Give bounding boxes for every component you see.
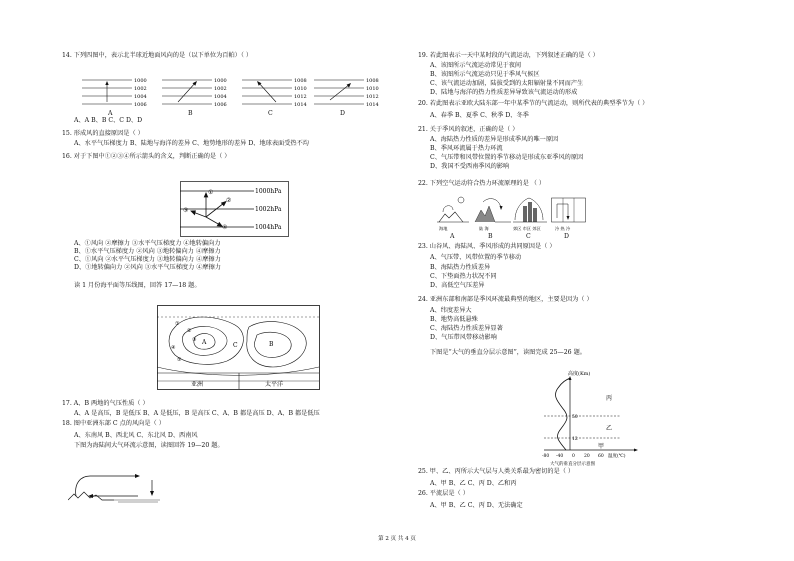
- q14-d-iso-3: 1012: [366, 94, 379, 100]
- q17-options: A、A 是高压，B 是低压 B、A 是低压，B 是高压 C、A、B 都是高压 D、A、B 都是低压: [74, 410, 320, 417]
- q22-panel-a: [437, 197, 469, 231]
- layers-layer-yi: 乙: [606, 425, 613, 432]
- q22-panel-d: [552, 198, 586, 232]
- q14-panel-c: [242, 78, 307, 108]
- q14-panel-a-label: A: [108, 110, 113, 117]
- q16-marker-2: ②: [226, 197, 232, 204]
- q21-option-c: C、气压带和风带位置的季节移动是形成东亚季风的原因: [430, 154, 584, 161]
- q16-option-c: C、①风向 ②水平气压梯度力 ③地转偏向力 ④摩擦力: [74, 256, 221, 263]
- layers-xlabel: 温度(℃): [608, 454, 626, 459]
- q14-b-iso-4: 1006: [214, 102, 227, 108]
- q16-option-d: D、①地转偏向力 ②风向 ③水平气压梯度力 ④摩擦力: [74, 264, 221, 271]
- q24-stem: 24. 亚洲东部和南部是季风环流最典型的地区，主要是因为（ ）: [418, 296, 593, 303]
- q14-a-iso-4: 1006: [134, 102, 147, 108]
- map-intro: 读 1 月份海平面等压线图，回答 17—18 题。: [74, 282, 201, 289]
- layers-intro: 下图是“大气的垂直分层示意图”，读图完成 25—26 题。: [430, 349, 586, 356]
- q14-isobar-figure: [82, 76, 382, 110]
- q14-stem: 14. 下列四图中，表示北半球近地面风向的是（以下单位为百帕）（ ）: [62, 52, 253, 59]
- layers-xtick-4: 20: [584, 454, 590, 459]
- q16-option-b: B、①水平气压梯度力 ②风向 ③地转偏向力 ④摩擦力: [74, 248, 221, 255]
- q16-marker-4: ④: [222, 224, 228, 231]
- q14-panel-d-label: D: [340, 110, 345, 117]
- q14-b-iso-3: 1004: [214, 94, 227, 100]
- q16-wind-force-figure: [180, 181, 292, 237]
- q24-option-d: D、气压带风带移动影响: [430, 334, 497, 341]
- map-label-asia: 亚洲: [191, 381, 204, 388]
- layers-xtick-2: -40: [556, 454, 564, 459]
- land-sea-circulation-figure: [68, 470, 160, 504]
- q20-options: A、春季 B、夏季 C、秋季 D、冬季: [430, 112, 529, 119]
- q20-stem: 20. 若此图表示亚欧大陆东部一年中某季节的气流运动，则所代表的典型季节为（ ）: [418, 100, 649, 107]
- q22-label-c: C: [526, 233, 531, 240]
- q14-c-iso-1: 1008: [294, 78, 307, 84]
- layers-xtick-1: -80: [542, 454, 550, 459]
- layers-layer-jia: 甲: [598, 443, 605, 450]
- q14-a-iso-1: 1000: [134, 78, 147, 84]
- layers-xtick-3: 0: [572, 454, 575, 459]
- map-marker-4: ④: [171, 345, 176, 351]
- map-marker-3: ③: [192, 337, 197, 343]
- q17-stem: 17. A、B 两地的气压性质（ ）: [62, 400, 149, 407]
- q24-option-b: B、地势高低悬殊: [430, 316, 478, 323]
- map-label-c: C: [233, 342, 238, 349]
- layers-layer-bing: 丙: [606, 395, 613, 402]
- q19-option-c: C、该气流运动加剧，陆拔受到的太阳辐射量不同而产生: [430, 80, 584, 87]
- q26-options: A、甲 B、乙 C、丙 D、无法确定: [430, 502, 523, 509]
- map-label-b: B: [269, 341, 274, 348]
- q18-options: A、东南风 B、西北风 C、东北风 D、西南风: [74, 432, 198, 439]
- q14-c-iso-3: 1012: [294, 94, 307, 100]
- q16-marker-3: ③: [183, 207, 189, 214]
- q23-option-b: B、海陆热力性质差异: [430, 264, 491, 271]
- q19-option-a: A、该图所示气流运动常见于夜间: [430, 62, 522, 69]
- q16-isobar-1004: 1004hPa: [255, 224, 282, 231]
- q23-option-d: D、高低空气压差异: [430, 282, 485, 289]
- q22-label-a: A: [450, 233, 455, 240]
- layers-mark-12: 12: [572, 437, 578, 442]
- q21-option-b: B、季风环流属于热力环流: [430, 145, 503, 152]
- q21-option-a: A、海陆热力性质的差异是形成季风的唯一原因: [430, 136, 559, 143]
- q25-options: A、甲 B、乙 C、丙 D、乙和丙: [430, 480, 517, 487]
- q22-label-b: B: [488, 233, 493, 240]
- q24-option-c: C、海陆热力性质差异显著: [430, 325, 503, 332]
- q14-options: A、A B、B C、C D、D: [74, 117, 143, 124]
- map-label-a: A: [202, 339, 207, 346]
- map-label-pacific: 太平洋: [265, 381, 284, 388]
- q24-option-a: A、纬度差异大: [430, 307, 472, 314]
- q23-option-a: A、气压带、风带位置的季节移动: [430, 254, 522, 261]
- q14-d-iso-1: 1008: [366, 78, 379, 84]
- map-marker-1: ①: [175, 321, 180, 327]
- q22-c-caption: 郊区 市区 郊区: [513, 226, 541, 231]
- page-footer: 第 2 页 共 4 页: [378, 536, 416, 542]
- q14-panel-a: [82, 78, 147, 108]
- q19-option-d: D、陆地与海洋的热力性质差异导致该气流运动的形成: [430, 89, 578, 96]
- q19-stem: 19. 若此图表示一天中某时段的气流运动，下列叙述正确的是（ ）: [418, 52, 599, 59]
- q22-b-caption: 陆 海: [479, 226, 489, 231]
- layers-xtick-5: 60: [598, 454, 604, 459]
- map-marker-2: ②: [187, 328, 192, 334]
- q14-panel-d: [314, 78, 379, 108]
- q14-panel-b: [162, 78, 227, 108]
- q14-panel-c-label: C: [268, 110, 273, 117]
- q14-c-iso-2: 1010: [294, 86, 307, 92]
- sea-level-pressure-map: [157, 305, 321, 391]
- q22-panels-figure: [437, 192, 587, 238]
- q14-a-iso-3: 1004: [134, 94, 147, 100]
- q14-b-iso-2: 1002: [214, 86, 227, 92]
- map-marker-5: ⑤: [177, 357, 182, 363]
- q14-c-iso-4: 1014: [294, 102, 307, 108]
- q16-isobar-1002: 1002hPa: [255, 206, 282, 213]
- q22-d-caption: 冷 热 冷: [555, 226, 571, 231]
- q14-panel-b-label: B: [188, 110, 193, 117]
- layers-ylabel: 高度(Km): [568, 371, 591, 377]
- q22-stem: 22. 下列空气运动符合热力环流原理的是 （ ）: [418, 180, 546, 187]
- q16-option-a: A、①风向 ②摩擦力 ③水平气压梯度力 ④地转偏向力: [74, 240, 221, 247]
- q14-d-iso-4: 1014: [366, 102, 379, 108]
- circulation-intro: 下图为海陆间大气环流示意图，读图回答 19—20 题。: [74, 442, 224, 449]
- layers-mark-50: 50: [572, 415, 578, 420]
- q16-isobar-1000: 1000hPa: [255, 188, 282, 195]
- q14-b-iso-1: 1000: [214, 78, 227, 84]
- q22-label-d: D: [564, 233, 569, 240]
- q15-options: A、水平气压梯度力 B、陆地与海洋的差异 C、地势地形的差异 D、地球表面受热不均: [74, 140, 309, 147]
- q23-option-c: C、下垫面热力状况不同: [430, 273, 497, 280]
- q22-a-caption: 海地: [439, 226, 448, 231]
- atmosphere-layers-figure: [536, 370, 646, 470]
- q26-stem: 26. 平流层是（ ）: [418, 490, 469, 497]
- q18-stem: 18. 图中亚洲东部 C 点的风向是（ ）: [62, 420, 165, 427]
- q22-panel-b: [475, 199, 511, 232]
- q21-option-d: D、我国不受西南季风的影响: [430, 163, 510, 170]
- q25-stem: 25. 甲、乙、丙所示大气层与人类关系最为密切的是（ ）: [418, 468, 575, 475]
- q14-a-iso-2: 1002: [134, 86, 147, 92]
- q16-stem: 16. 对于下图中①②③④所示箭头的含义，判断正确的是（ ）: [62, 153, 231, 160]
- q22-panel-c: [513, 198, 547, 232]
- q15-stem: 15. 形成风的直接原因是（ ）: [62, 130, 144, 137]
- q19-option-b: B、该图所示气流运动只见于季风气候区: [430, 71, 540, 78]
- q16-marker-1: ①: [208, 189, 214, 196]
- layers-caption: 大气的垂直分层示意图: [550, 462, 595, 467]
- q21-stem: 21. 关于季风的叙述，正确的是（ ）: [418, 126, 519, 133]
- q23-stem: 23. 山谷风、海陆风、季风形成的共同原因是（ ）: [418, 243, 556, 250]
- q14-d-iso-2: 1010: [366, 86, 379, 92]
